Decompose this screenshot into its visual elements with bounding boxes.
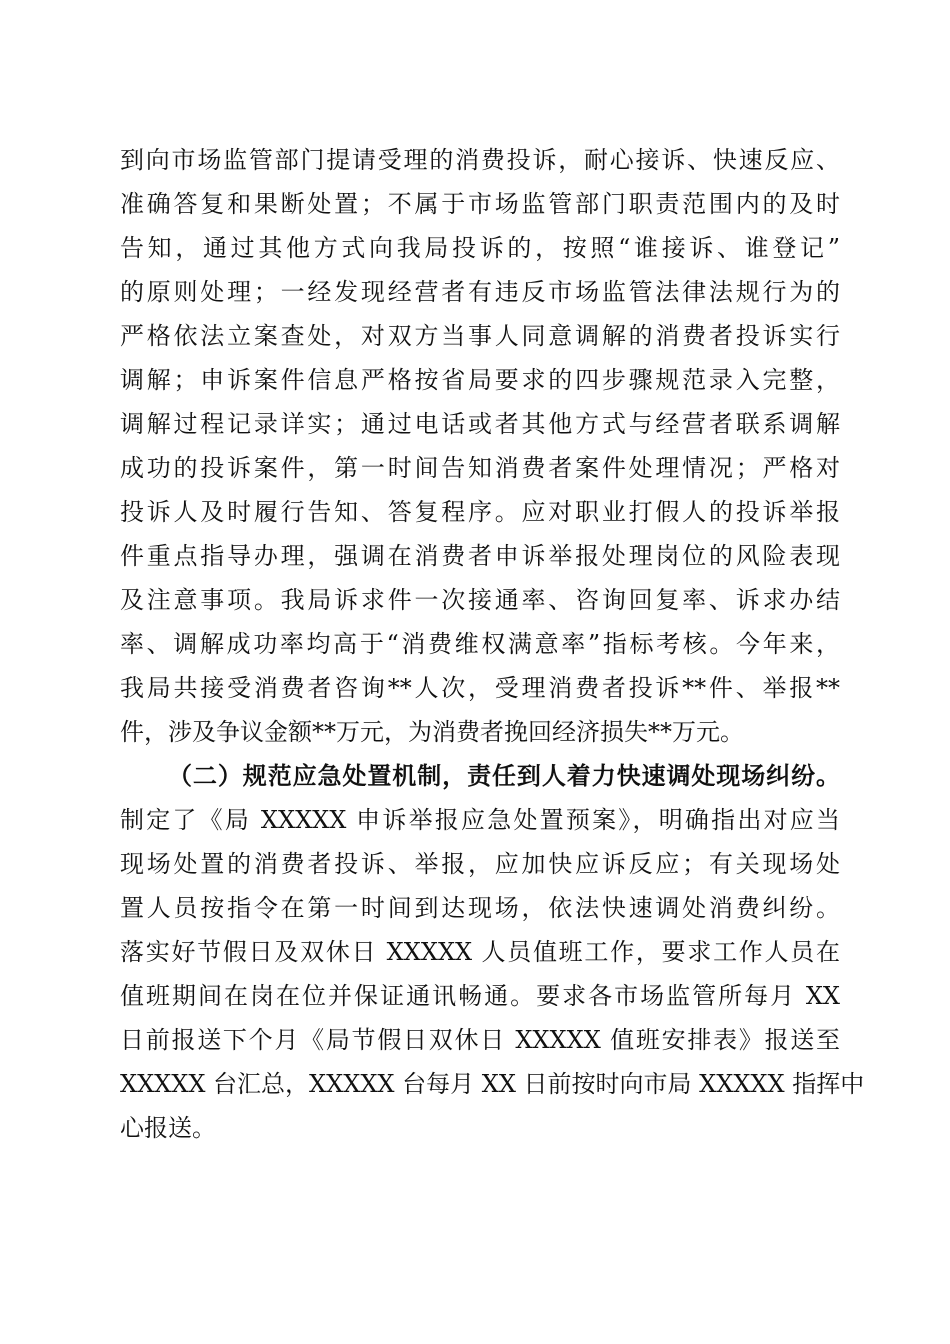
text-line: 率、调解成功率均高于“消费维权满意率”指标考核。今年来， [120, 630, 840, 658]
text-line: 及注意事项。我局诉求件一次接通率、咨询回复率、诉求办结 [120, 586, 840, 614]
text-line: 日前报送下个月《局节假日双休日 XXXXX 值班安排表》报送至 [120, 1026, 840, 1054]
text-line: 调解；申诉案件信息严格按省局要求的四步骤规范录入完整， [120, 366, 840, 394]
text-line: 严格依法立案查处，对双方当事人同意调解的消费者投诉实行 [120, 322, 840, 350]
text-line: 调解过程记录详实；通过电话或者其他方式与经营者联系调解 [120, 410, 840, 438]
text-line: 到向市场监管部门提请受理的消费投诉，耐心接诉、快速反应、 [120, 146, 840, 174]
paragraph-1 [120, 138, 840, 754]
text-line: 告知，通过其他方式向我局投诉的，按照“谁接诉、谁登记” [120, 234, 840, 262]
text-line: 置人员按指令在第一时间到达现场，依法快速调处消费纠纷。 [120, 894, 840, 922]
text-line: 现场处置的消费者投诉、举报，应加快应诉反应；有关现场处 [120, 850, 840, 878]
section-heading: （二）规范应急处置机制，责任到人着力快速调处现场纠纷。 [168, 761, 840, 790]
text-line: XXXXX 台汇总，XXXXX 台每月 XX 日前按时向市局 XXXXX 指挥中 [120, 1070, 865, 1098]
text-line: 件重点指导办理，强调在消费者申诉举报处理岗位的风险表现 [120, 542, 840, 570]
text-line: 准确答复和果断处置；不属于市场监管部门职责范围内的及时 [120, 190, 840, 218]
text-line: 落实好节假日及双休日 XXXXX 人员值班工作，要求工作人员在 [120, 938, 840, 966]
paragraph-2 [120, 754, 865, 1150]
text-line: 心报送。 [120, 1114, 216, 1142]
text-line: 我局共接受消费者咨询**人次，受理消费者投诉**件、举报** [120, 674, 840, 702]
document-body [120, 138, 865, 1150]
text-line: 值班期间在岗在位并保证通讯畅通。要求各市场监管所每月 XX [120, 982, 840, 1010]
text-line: 的原则处理；一经发现经营者有违反市场监管法律法规行为的 [120, 278, 840, 306]
text-line: 制定了《局 XXXXX 申诉举报应急处置预案》，明确指出对应当 [120, 806, 840, 834]
text-line: 投诉人及时履行告知、答复程序。应对职业打假人的投诉举报 [120, 498, 840, 526]
text-line: 件，涉及争议金额**万元，为消费者挽回经济损失**万元。 [120, 718, 744, 746]
text-line: 成功的投诉案件，第一时间告知消费者案件处理情况；严格对 [120, 454, 840, 482]
